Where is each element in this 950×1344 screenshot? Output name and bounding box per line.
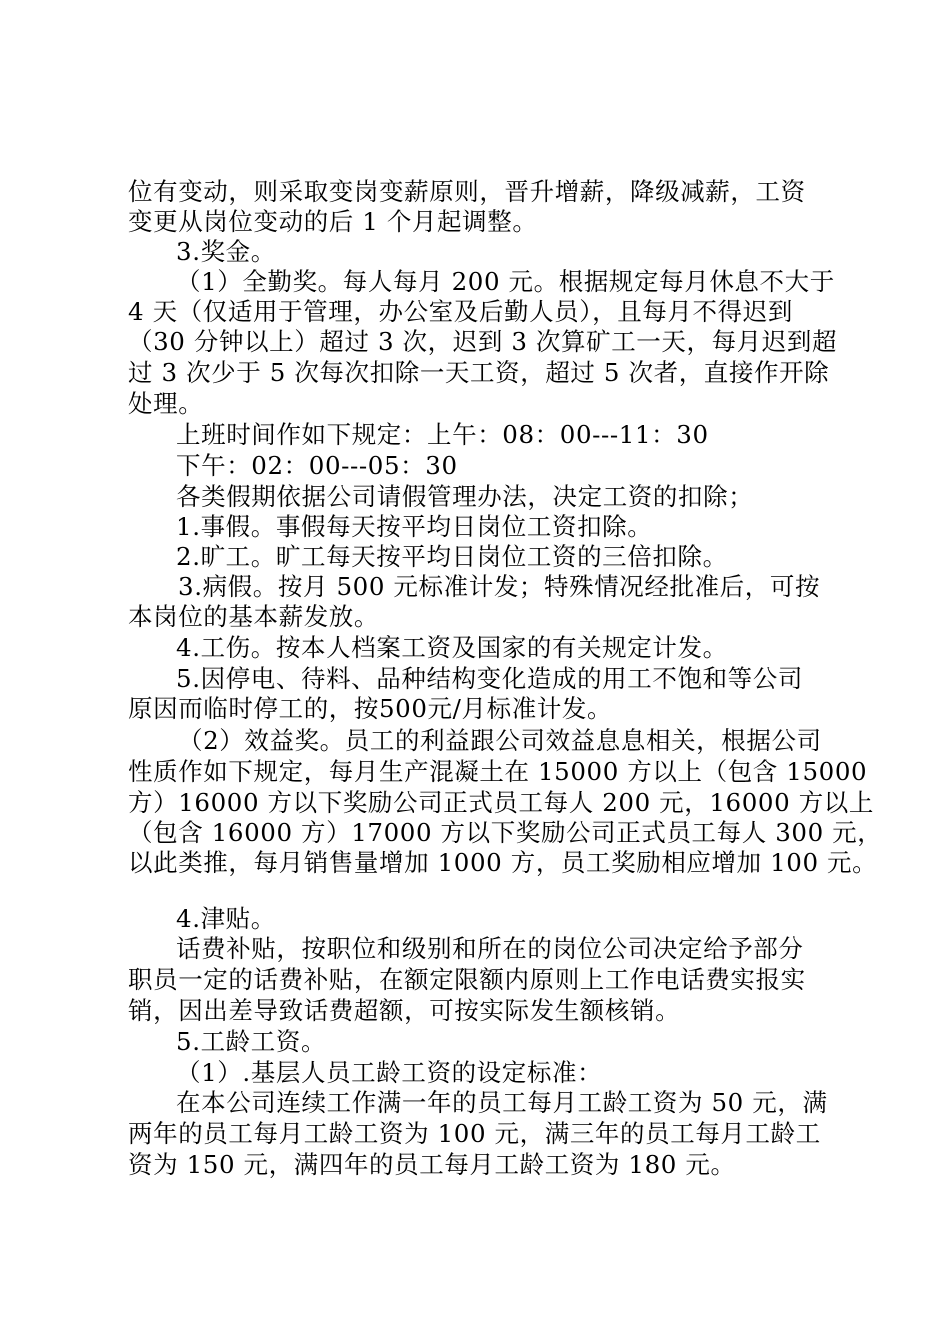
text-line: 话费补贴，按职位和级别和所在的岗位公司决定给予部分	[176, 934, 804, 963]
text-line: 1.事假。事假每天按平均日岗位工资扣除。	[176, 512, 653, 541]
text-line: 上班时间作如下规定：上午：08：00---11：30	[176, 420, 709, 449]
text-line: 资为 150 元，满四年的员工每月工龄工资为 180 元。	[128, 1150, 736, 1179]
text-line: 在本公司连续工作满一年的员工每月工龄工资为 50 元，满	[176, 1088, 828, 1117]
section-heading: 3.奖金。	[176, 237, 276, 266]
text-line: （1）全勤奖。每人每月 200 元。根据规定每月休息不大于	[176, 267, 835, 296]
text-line: （包含 16000 方）17000 方以下奖励公司正式员工每人 300 元，	[128, 818, 883, 847]
text-line: （1）.基层人员工龄工资的设定标准：	[176, 1058, 603, 1087]
text-line: 5.因停电、待料、品种结构变化造成的用工不饱和等公司	[176, 664, 803, 693]
text-line: 变更从岗位变动的后 1 个月起调整。	[128, 207, 538, 236]
text-line: 4 天（仅适用于管理，办公室及后勤人员），且每月不得迟到	[128, 297, 793, 326]
text-line: 销，因出差导致话费超额，可按实际发生额核销。	[128, 996, 681, 1025]
section-heading: 5.工龄工资。	[176, 1027, 327, 1056]
text-line: 4.工伤。按本人档案工资及国家的有关规定计发。	[176, 633, 728, 662]
text-line: 处理。	[128, 389, 204, 418]
text-line: （2）效益奖。员工的利益跟公司效益息息相关，根据公司	[178, 726, 822, 755]
text-line: （30 分钟以上）超过 3 次，迟到 3 次算矿工一天，每月迟到超	[128, 327, 838, 356]
text-line: 过 3 次少于 5 次每次扣除一天工资，超过 5 次者，直接作开除	[128, 358, 830, 387]
text-line: 以此类推，每月销售量增加 1000 方，员工奖励相应增加 100 元。	[128, 848, 878, 877]
text-line: 职员一定的话费补贴，在额定限额内原则上工作电话费实报实	[128, 965, 806, 994]
text-line: 下午：02：00---05：30	[176, 451, 458, 480]
text-line: 3.病假。按月 500 元标准计发；特殊情况经批准后，可按	[178, 572, 821, 601]
text-line: 性质作如下规定，每月生产混凝土在 15000 方以上（包含 15000	[128, 757, 868, 786]
text-line: 位有变动，则采取变岗变薪原则，晋升增薪，降级减薪，工资	[128, 177, 806, 206]
text-line: 本岗位的基本薪发放。	[128, 602, 379, 631]
section-heading: 4.津贴。	[176, 904, 276, 933]
text-line: 两年的员工每月工龄工资为 100 元，满三年的员工每月工龄工	[128, 1119, 821, 1148]
text-line: 方）16000 方以下奖励公司正式员工每人 200 元，16000 方以上	[128, 788, 874, 817]
text-line: 原因而临时停工的，按500元/月标准计发。	[128, 694, 613, 723]
text-line: 2.旷工。旷工每天按平均日岗位工资的三倍扣除。	[176, 542, 728, 571]
text-line: 各类假期依据公司请假管理办法，决定工资的扣除；	[176, 482, 754, 511]
